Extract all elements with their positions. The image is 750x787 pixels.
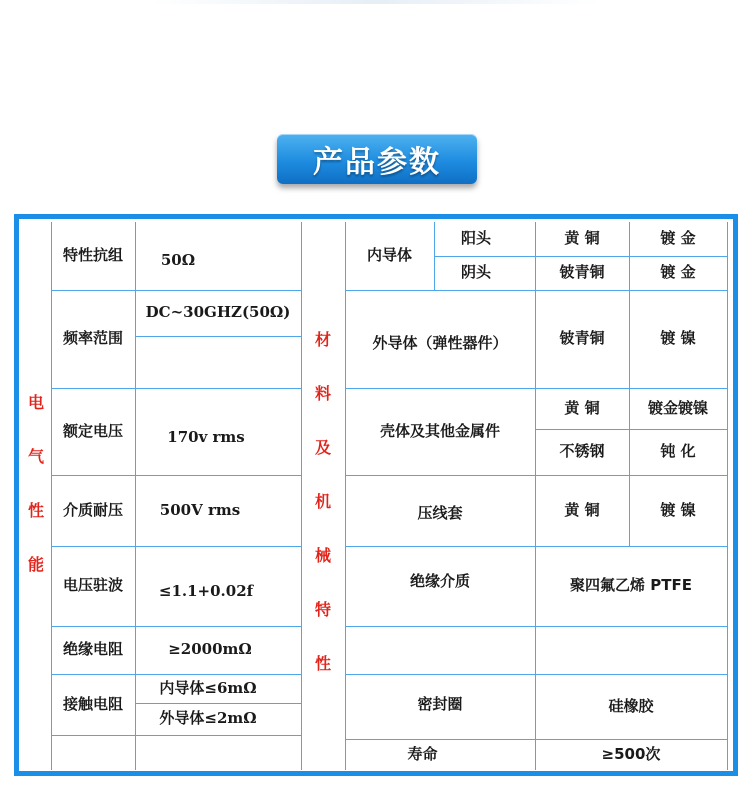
part-inner-conductor: 内导体	[366, 246, 412, 265]
category-materials-char: 械	[314, 546, 331, 565]
sub-female-label: 阴头	[460, 263, 491, 282]
category-materials-char: 及	[314, 438, 331, 457]
material-insulation-dielectric: 聚四氟乙烯 PTFE	[570, 576, 692, 595]
finish-inner-male: 镀 金	[660, 229, 696, 248]
section-title-banner	[277, 134, 477, 184]
material-inner-male: 黄 铜	[564, 229, 600, 248]
label-contact-resistance: 接触电阻	[62, 694, 123, 713]
value-impedance: 50Ω	[160, 251, 196, 270]
material-housing-steel: 不锈钢	[559, 442, 605, 461]
value-dielectric-withstand: 500V rms	[159, 500, 241, 519]
category-materials-char: 料	[314, 384, 331, 403]
label-impedance: 特性抗组	[62, 246, 123, 265]
part-crimp-sleeve: 压线套	[417, 504, 463, 523]
material-inner-female: 铍青铜	[559, 263, 605, 282]
grid-line	[301, 222, 302, 770]
finish-housing-brass: 镀金镀镍	[647, 398, 708, 417]
value-vswr: ≤1.1+0.02f	[158, 582, 254, 601]
finish-outer-conductor: 镀 镍	[660, 329, 696, 348]
label-dielectric-withstand: 介质耐压	[62, 500, 123, 519]
value-insulation-resistance: ≥2000mΩ	[168, 640, 252, 659]
category-electrical-char: 能	[27, 555, 44, 574]
label-vswr: 电压驻波	[62, 576, 123, 595]
part-housing: 壳体及其他金属件	[379, 421, 500, 440]
part-seal-ring: 密封圈	[417, 694, 463, 713]
value-frequency-range: DC~30GHZ(50Ω)	[145, 303, 291, 322]
grid-line	[345, 626, 727, 627]
grid-line	[135, 336, 301, 337]
part-insulation-dielectric: 绝缘介质	[409, 572, 470, 591]
material-seal-ring: 硅橡胶	[608, 696, 654, 715]
grid-line	[51, 735, 301, 736]
label-insulation-resistance: 绝缘电阻	[62, 640, 123, 659]
finish-housing-steel: 钝 化	[660, 442, 696, 461]
category-electrical-char: 性	[27, 501, 44, 520]
part-outer-conductor: 外导体（弹性器件）	[372, 334, 508, 353]
finish-inner-female: 镀 金	[660, 263, 696, 282]
value-lifetime: ≥500次	[601, 744, 661, 763]
part-lifetime: 寿命	[407, 744, 438, 763]
material-housing-brass: 黄 铜	[564, 398, 600, 417]
top-divider	[150, 0, 600, 4]
sub-male-label: 阳头	[460, 229, 491, 248]
finish-crimp-sleeve: 镀 镍	[660, 500, 696, 519]
category-materials-char: 特	[314, 600, 331, 619]
value-contact-resistance-outer: 外导体≤2mΩ	[159, 709, 257, 728]
section-title: 产品参数	[313, 145, 441, 180]
category-electrical-char: 电	[27, 393, 44, 412]
material-crimp-sleeve: 黄 铜	[564, 500, 600, 519]
spec-table	[20, 222, 730, 770]
category-materials-char: 性	[314, 654, 331, 673]
grid-line	[727, 222, 728, 770]
label-frequency-range: 频率范围	[62, 329, 123, 348]
value-contact-resistance-inner: 内导体≤6mΩ	[159, 678, 257, 697]
label-rated-voltage: 额定电压	[62, 421, 123, 440]
category-materials-char: 材	[314, 330, 331, 349]
material-outer-conductor: 铍青铜	[559, 329, 605, 348]
category-materials-char: 机	[314, 492, 331, 511]
value-rated-voltage: 170v rms	[167, 428, 245, 447]
category-electrical-char: 气	[27, 447, 44, 466]
